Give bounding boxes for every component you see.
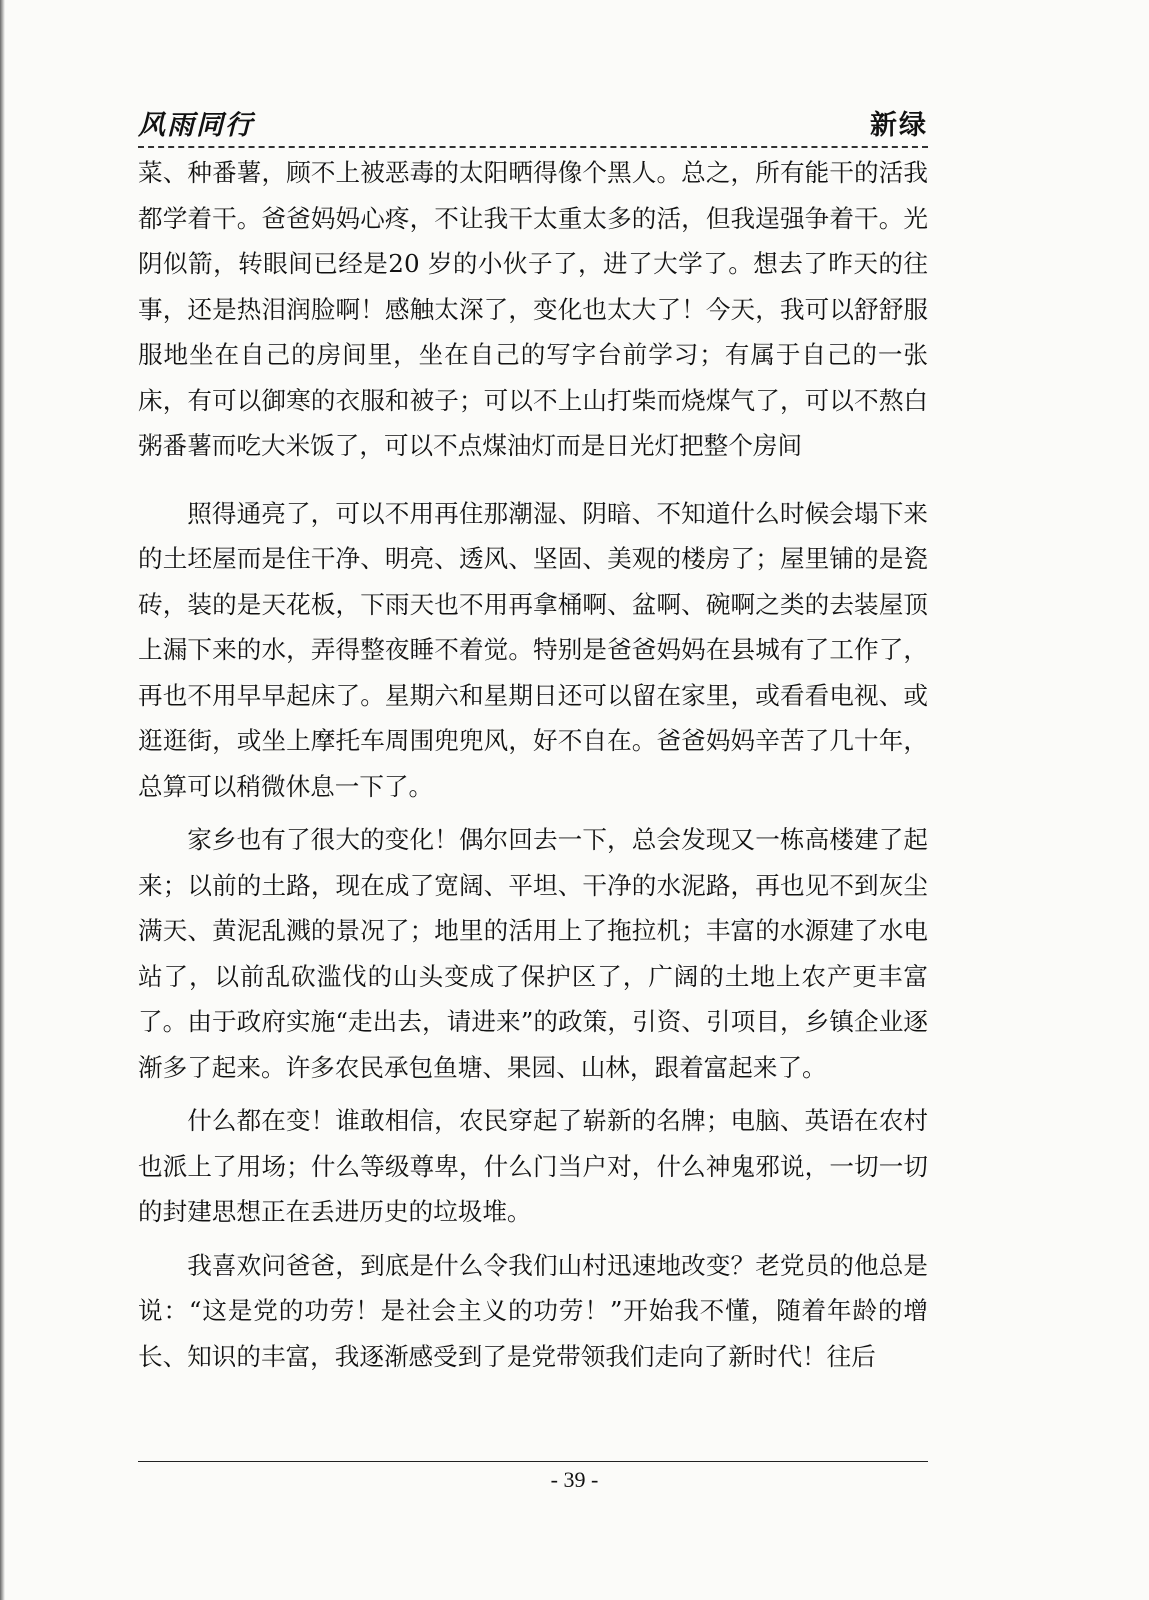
article-body: [138, 150, 928, 1379]
scan-edge: [0, 0, 5, 1600]
paragraph: 家乡也有了很大的变化！偶尔回去一下，总会发现又一栋高楼建了起来；以前的土路，现在成了宽阔、平坦、干净的水泥路，再也见不到灰尘满天、黄泥乱溅的景况了；地里的活用上了拖拉机；丰富的水源建了水电站了，以前乱砍滥伐的山头变成了保护区了，广阔的土地上农产更丰富了。由于政府实施“走出去，请进来”的政策，引资、引项目，乡镇企业逐渐多了起来。许多农民承包鱼塘、果园、山林，跟着富起来了。: [138, 825, 928, 1082]
book-title: 风雨同行: [138, 110, 254, 141]
running-header: [138, 103, 928, 143]
header-divider: [138, 146, 928, 148]
paragraph-continued: 菜、种番薯，顾不上被恶毒的太阳晒得像个黑人。总之，所有能干的活我都学着干。爸爸妈妈心疼，不让我干太重太多的活，但我逞强争着干。光阴似箭，转眼间已经是20 岁的小伙子了，进了大学了。想去了昨天的往事，还是热泪润脸啊！感触太深了，变化也太大了！今天，我可以舒舒服服地坐在自己的房间里，坐在自己的写字台前学习；有属于自己的一张床，有可以御寒的衣服和被子；可以不上山打柴而烧煤气了，可以不熬白粥番薯而吃大米饭了，可以不点煤油灯而是日光灯把整个房间: [138, 158, 928, 460]
section-title: 新绿: [870, 110, 928, 141]
footer-divider: [138, 1461, 928, 1462]
paragraph: 什么都在变！谁敢相信，农民穿起了崭新的名牌；电脑、英语在农村也派上了用场；什么等级尊卑，什么门当户对，什么神鬼邪说，一切一切的封建思想正在丢进历史的垃圾堆。: [138, 1106, 928, 1226]
page-number: - 39 -: [550, 1467, 599, 1492]
paragraph: 照得通亮了，可以不用再住那潮湿、阴暗、不知道什么时候会塌下来的土坯屋而是住干净、明亮、透风、坚固、美观的楼房了；屋里铺的是瓷砖，装的是天花板，下雨天也不用再拿桶啊、盆啊、碗啊之类的去装屋顶上漏下来的水，弄得整夜睡不着觉。特别是爸爸妈妈在县城有了工作了，再也不用早早起床了。星期六和星期日还可以留在家里，或看看电视、或逛逛街，或坐上摩托车周围兜兜风，好不自在。爸爸妈妈辛苦了几十年，总算可以稍微休息一下了。: [138, 498, 928, 801]
paragraph: 我喜欢问爸爸，到底是什么令我们山村迅速地改变？老党员的他总是说：“这是党的功劳！是社会主义的功劳！”开始我不懂，随着年龄的增长、知识的丰富，我逐渐感受到了是党带领我们走向了新时代！往后: [138, 1250, 928, 1371]
